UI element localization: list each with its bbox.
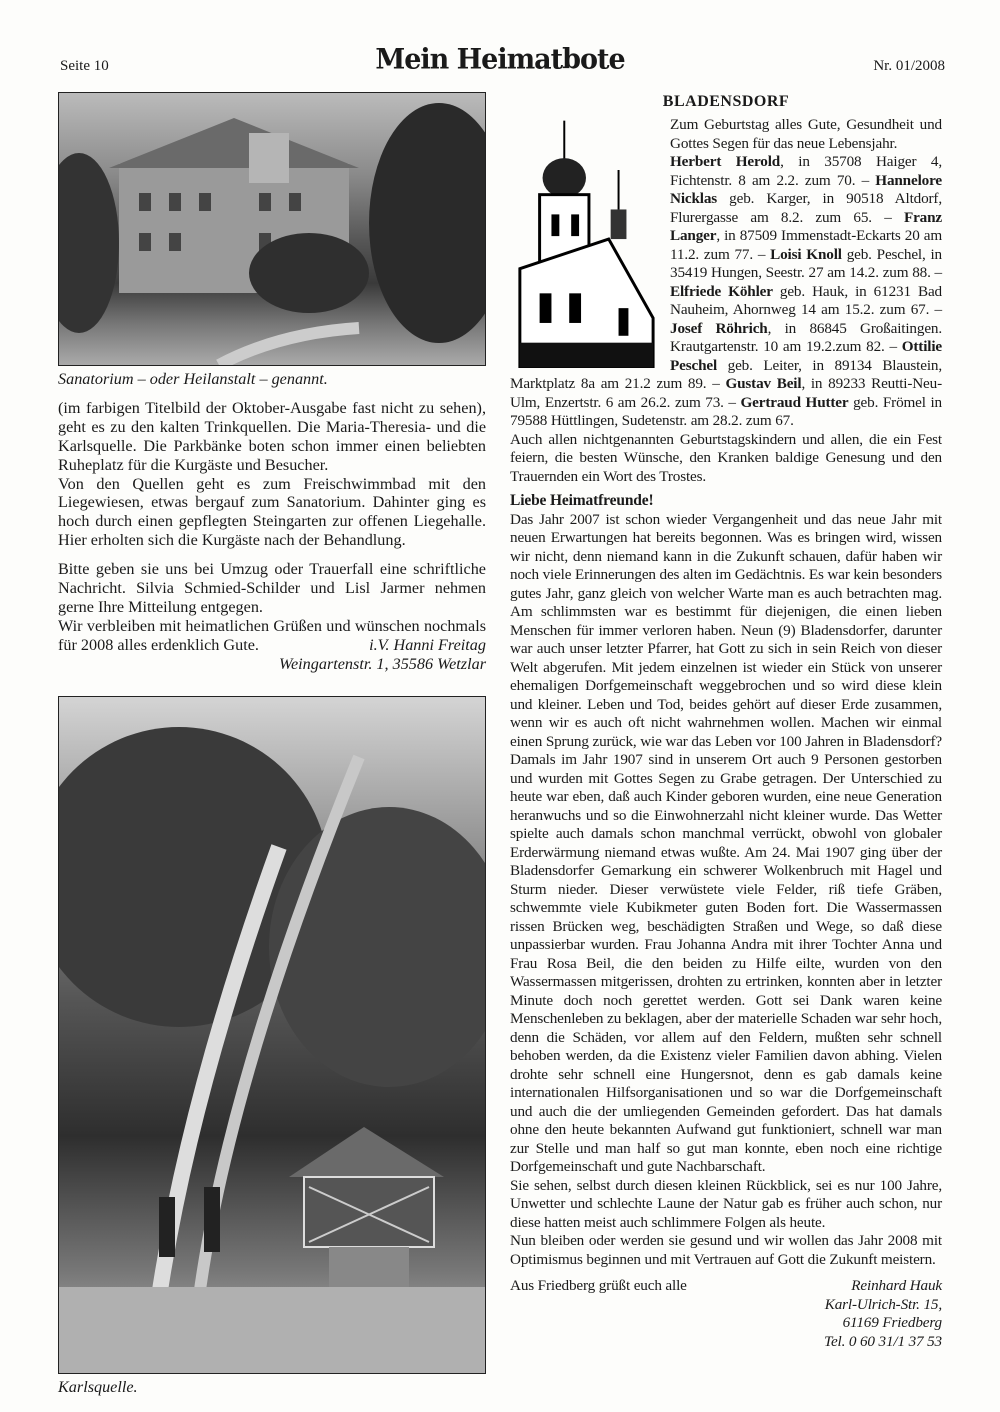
author-city: 61169 Friedberg xyxy=(842,1314,942,1331)
birthday-intro: Zum Geburtstag alles Gute, Gesundheit und Gottes Segen für das neue Lebensjahr. xyxy=(670,116,942,152)
birthday-name: Elfriede Köhler xyxy=(670,282,773,300)
section-heading: BLADENSDORF xyxy=(662,93,790,110)
author-phone: Tel. 0 60 31/1 37 53 xyxy=(824,1332,942,1350)
church-illustration xyxy=(510,120,660,368)
paragraph: (im farbigen Titelbild der Oktober-Ausgabe fast nicht zu sehen), geht es zu den kalten Trinkquellen. Die Maria-Theresia- und die Karlsquelle. Die Parkbänke boten schon immer einen beliebten Ruheplatz für die Kurgäste und Besucher. xyxy=(58,398,486,474)
birthday-details: geb. Frömel in 79588 Hüttlingen, Sudetenstr. am 28.2. zum 67. xyxy=(510,393,942,429)
author-name: Reinhard Hauk xyxy=(851,1277,942,1294)
birthday-details: , in 89233 Reutti-Neu-Ulm, Enzertstr. 6 am 26.2. zum 73. – xyxy=(510,375,943,411)
birthday-name: Gertraud Hutter xyxy=(740,393,849,411)
photo-caption-sanatorium: Sanatorium – oder Heilanstalt – genannt. xyxy=(58,370,328,388)
birthday-details: geb. Karger, in 90518 Altdorf, Flurergasse am 8.2. zum 65. – xyxy=(670,190,942,226)
right-column xyxy=(510,92,942,1351)
masthead-logo: Mein Heimatbote xyxy=(375,43,625,76)
letter-paragraph: Nun bleiben oder werden sie gesund und wir wollen das Jahr 2008 mit Optimismus beginnen und mit Vertrauen auf Gott die Zukunft meistern. xyxy=(510,1232,942,1268)
left-column xyxy=(58,92,486,1396)
letter-signoff xyxy=(510,1277,942,1296)
letter-paragraph: Das Jahr 2007 ist schon wieder Vergangenheit und das neue Jahr mit neuen Erwartungen hat bereits begonnen. Was es bringen wird, wissen wir nicht, denn niemand kann in die Zukunft schauen, dafür haben wir noch viele Erinnerungen des alten im Gedächtnis. Es war kein besonders gutes Jahr, ganz gleich von welcher Warte man es auch betrachten mag. Am schlimmsten war es bestimmt für diejenigen, die einen lieben Menschen für immer verloren haben. Neun (9) Bladensdorfer, darunter war auch unser letzter Pfarrer, hat Gott zu sich in sein Reich von dieser Welt abgerufen. Mit jedem einzelnen ist wieder ein Stück von unserer ehemaligen Dorfgemeinschaft weggebrochen und so wird diese klein und kleiner. Leben und Tod, beides gehört auf dieser Erde zusammen, wenn wir es auch oft nicht wahrnehmen wollen. Machen wir einmal einen Sprung zurück, wie war das Leben vor 100 Jahren in Bladensdorf? Damals im Jahr 1907 sind in unserem Ort auch 9 Personen gestorben und wurden mit Gottes Segen zu Grabe getragen. Der Unterschied zu heute war eben, daß auch Kinder geboren wurden, eine neue Generation heranwuchs und so die Einwohnerzahl nicht kleiner wurde. Das Wetter spielte auch damals schon manchmal verrückt, obwohl von globaler Erderwärmung niemand etwas wußte. Am 24. Mai 1907 ging über der Bladensdorfer Gemarkung ein schwerer Wolkenbruch mit Hagel und Sturm nieder. Dieser verwüstete viele Felder, riß tiefe Gräben, schwemmte viele Kubikmeter guten Boden fort. Die Wassermassen rissen Brücken weg, beschädigten Straßen und Wege, so daß diese unpassierbar wurden. Frau Johanna Andra mit ihrer Tochter Anna und Frau Rosa Beil, die den beiden zu Hilfe eilte, wurden von den Wassermassen mitgerissen, drohten zu ertrinken, konnten aber in letzter Minute doch noch gerettet werden. Gott sei Dank waren keine Menschenleben zu beklagen, aber der materielle Schaden war sehr hoch, denn die Schäden, vor allem auf den Feldern, mußten sehr schnell behoben werden, da die Existenz vieler Familien davon abhing. Vielen drohte sehr schnell eine Hungersnot, denn es gab damals keine internationalen Hilfsorganisationen und so war die Dorfgemeinschaft und auch die der umliegenden Gemeinden gefordert. Das hat damals ohne den heute bekannten Aufwand gut funktioniert, schnell war man zur Stelle und man half so gut man konnte, eben noch eine richtige Dorfgemeinschaft und gute Nachbarschaft. xyxy=(510,510,942,1175)
birthday-name: Loisi Knoll xyxy=(770,245,842,263)
karlsquelle-photo xyxy=(58,696,486,1374)
greeting: Aus Friedberg grüßt euch alle xyxy=(510,1277,687,1294)
birthday-name: Franz Langer xyxy=(670,208,942,244)
sanatorium-photo-art xyxy=(59,93,486,365)
birthday-name: Hannelore Nicklas xyxy=(670,171,942,207)
birthday-name: Herbert Herold xyxy=(670,153,781,170)
author-street: Karl-Ulrich-Str. 15, xyxy=(824,1295,942,1313)
birthday-name: Gustav Beil xyxy=(725,375,802,392)
birthday-details: , in 87509 Immenstadt-Eckarts 20 am 11.2. zum 77. – xyxy=(670,227,942,263)
birthday-name: Josef Röhrich xyxy=(670,319,768,337)
birthday-details: geb. Leiter, in 89134 Blaustein, Marktplatz 8a am 21.2 zum 89. – xyxy=(510,356,942,392)
photo-caption-karlsquelle: Karlsquelle. xyxy=(58,1377,138,1396)
birthday-details: geb. Peschel, in 35419 Hungen, Seestr. 27 am 14.2. zum 88. – xyxy=(670,245,943,281)
letter-heading: Liebe Heimatfreunde! xyxy=(510,492,654,509)
paragraph: Bitte geben sie uns bei Umzug oder Trauerfall eine schriftliche Nachricht. Silvia Schmied-Schilder und Lisl Jarmer nehmen gerne Ihre Mitteilung entgegen. xyxy=(58,560,486,616)
birthday-name: Ottilie Peschel xyxy=(670,338,942,374)
birthday-details: , in 35708 Haiger 4, Fichtenstr. 8 am 2.2. zum 70. – xyxy=(670,153,942,189)
karlsquelle-photo-art xyxy=(59,697,486,1373)
paragraph: Von den Quellen geht es zum Freischwimmbad mit den Liegewiesen, etwas bergauf zum Sanatorium. Dahinter ging es hoch durch einen gepflegten Steingarten zur offenen Liegehalle. Hier erholten sich die Kurgäste nach der Behandlung. xyxy=(58,474,486,550)
birthday-details: geb. Hauk, in 61231 Bad Nauheim, Ahornweg 14 am 15.2. zum 67. – xyxy=(670,282,942,318)
paragraph: Wir verbleiben mit heimatlichen Grüßen und wünschen nochmals für 2008 alles erdenklich Gute. xyxy=(58,616,486,654)
birthday-details: , in 86845 Großaitingen. Krautgartenstr. 10 am 19.2.zum 82. – xyxy=(670,319,942,355)
sanatorium-photo xyxy=(58,92,486,366)
signature-address: Weingartenstr. 1, 35586 Wetzlar xyxy=(278,654,486,673)
wishes-paragraph: Auch allen nichtgenannten Geburtstagskindern und allen, die ein Fest feiern, die besten Wünsche, den Kranken baldige Genesung und den Trauernden ein Wort des Trostes. xyxy=(510,430,942,485)
issue-number: Nr. 01/2008 xyxy=(873,58,945,74)
church-drawing xyxy=(510,120,660,368)
letter-paragraph: Sie sehen, selbst durch diesen kleinen Rückblick, sei es nur 100 Jahre, Unwetter und schlechte Laune der Natur gab es früher auch schon, nur diese hatten meist auch schlimmere Folgen als heute. xyxy=(510,1176,942,1231)
page-number: Seite 10 xyxy=(60,58,109,74)
signature: i.V. Hanni Freitag xyxy=(369,635,486,654)
